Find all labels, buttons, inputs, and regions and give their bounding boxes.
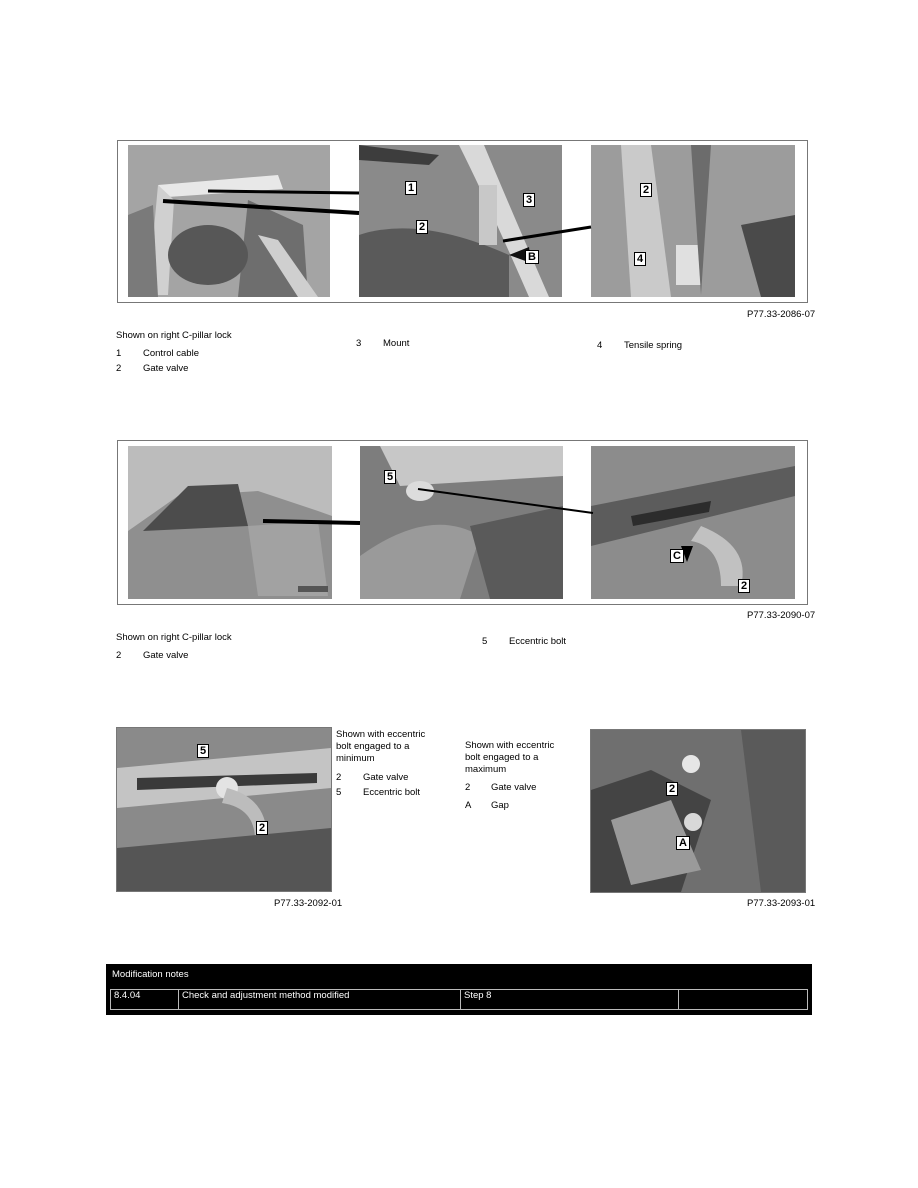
- eccentric-bolt-maximum-illustration: [591, 730, 805, 892]
- legend-label: Control cable: [143, 348, 199, 359]
- figure-1-pointer-lines: [118, 141, 807, 302]
- legend-number: 4: [597, 340, 603, 351]
- legend-label: Gate valve: [143, 650, 189, 661]
- legend-number: 1: [116, 348, 122, 359]
- figure-3-photo: [116, 727, 332, 892]
- callout-5: 5: [197, 744, 209, 758]
- eccentric-bolt-minimum-illustration: [117, 728, 331, 891]
- callout-4: 4: [634, 252, 646, 266]
- callout-2: 2: [256, 821, 268, 835]
- legend-number: 2: [336, 772, 342, 783]
- extra-cell: [679, 990, 807, 1009]
- callout-2-right: 2: [640, 183, 652, 197]
- legend-number: 3: [356, 338, 362, 349]
- step-cell: Step 8: [461, 990, 679, 1009]
- table-row: [110, 989, 808, 1010]
- figure-2-code: P77.33-2090-07: [747, 610, 816, 621]
- figure-1-frame: [117, 140, 808, 303]
- callout-1: 1: [405, 181, 417, 195]
- legend-number: 2: [116, 650, 122, 661]
- figure-3-code: P77.33-2092-01: [274, 898, 343, 909]
- callout-3: 3: [523, 193, 535, 207]
- figure-4-photo: [590, 729, 806, 893]
- callout-2: 2: [666, 782, 678, 796]
- version-cell: 8.4.04: [111, 990, 179, 1009]
- callout-2: 2: [738, 579, 750, 593]
- figure-2-frame: [117, 440, 808, 605]
- legend-label: Gate valve: [363, 772, 409, 783]
- callout-5: 5: [384, 470, 396, 484]
- legend-label: Gate valve: [491, 782, 537, 793]
- callout-a: A: [676, 836, 690, 850]
- figure-4-caption: Shown with eccentric bolt engaged to a maximum: [465, 740, 555, 775]
- figure-2-pointer-lines: [118, 441, 807, 604]
- modification-notes-table: [106, 964, 812, 1015]
- legend-label: Gate valve: [143, 363, 189, 374]
- figure-1-code: P77.33-2086-07: [747, 309, 816, 320]
- figure-1-caption: Shown on right C-pillar lock: [116, 330, 232, 341]
- legend-label: Eccentric bolt: [509, 636, 567, 647]
- legend-label: Gap: [491, 800, 509, 811]
- legend-label: Mount: [383, 338, 410, 349]
- callout-c: C: [670, 549, 684, 563]
- legend-label: Tensile spring: [624, 340, 683, 351]
- callout-b: B: [525, 250, 539, 264]
- legend-number: A: [465, 800, 472, 811]
- legend-number: 2: [116, 363, 122, 374]
- figure-3-caption: Shown with eccentric bolt engaged to a minimum: [336, 729, 426, 764]
- legend-label: Eccentric bolt: [363, 787, 421, 798]
- legend-number: 5: [482, 636, 488, 647]
- legend-number: 2: [465, 782, 471, 793]
- figure-2-caption: Shown on right C-pillar lock: [116, 632, 232, 643]
- description-cell: Check and adjustment method modified: [179, 990, 461, 1009]
- modification-notes-title: Modification notes: [112, 969, 189, 980]
- figure-4-code: P77.33-2093-01: [747, 898, 816, 909]
- legend-number: 5: [336, 787, 342, 798]
- callout-2: 2: [416, 220, 428, 234]
